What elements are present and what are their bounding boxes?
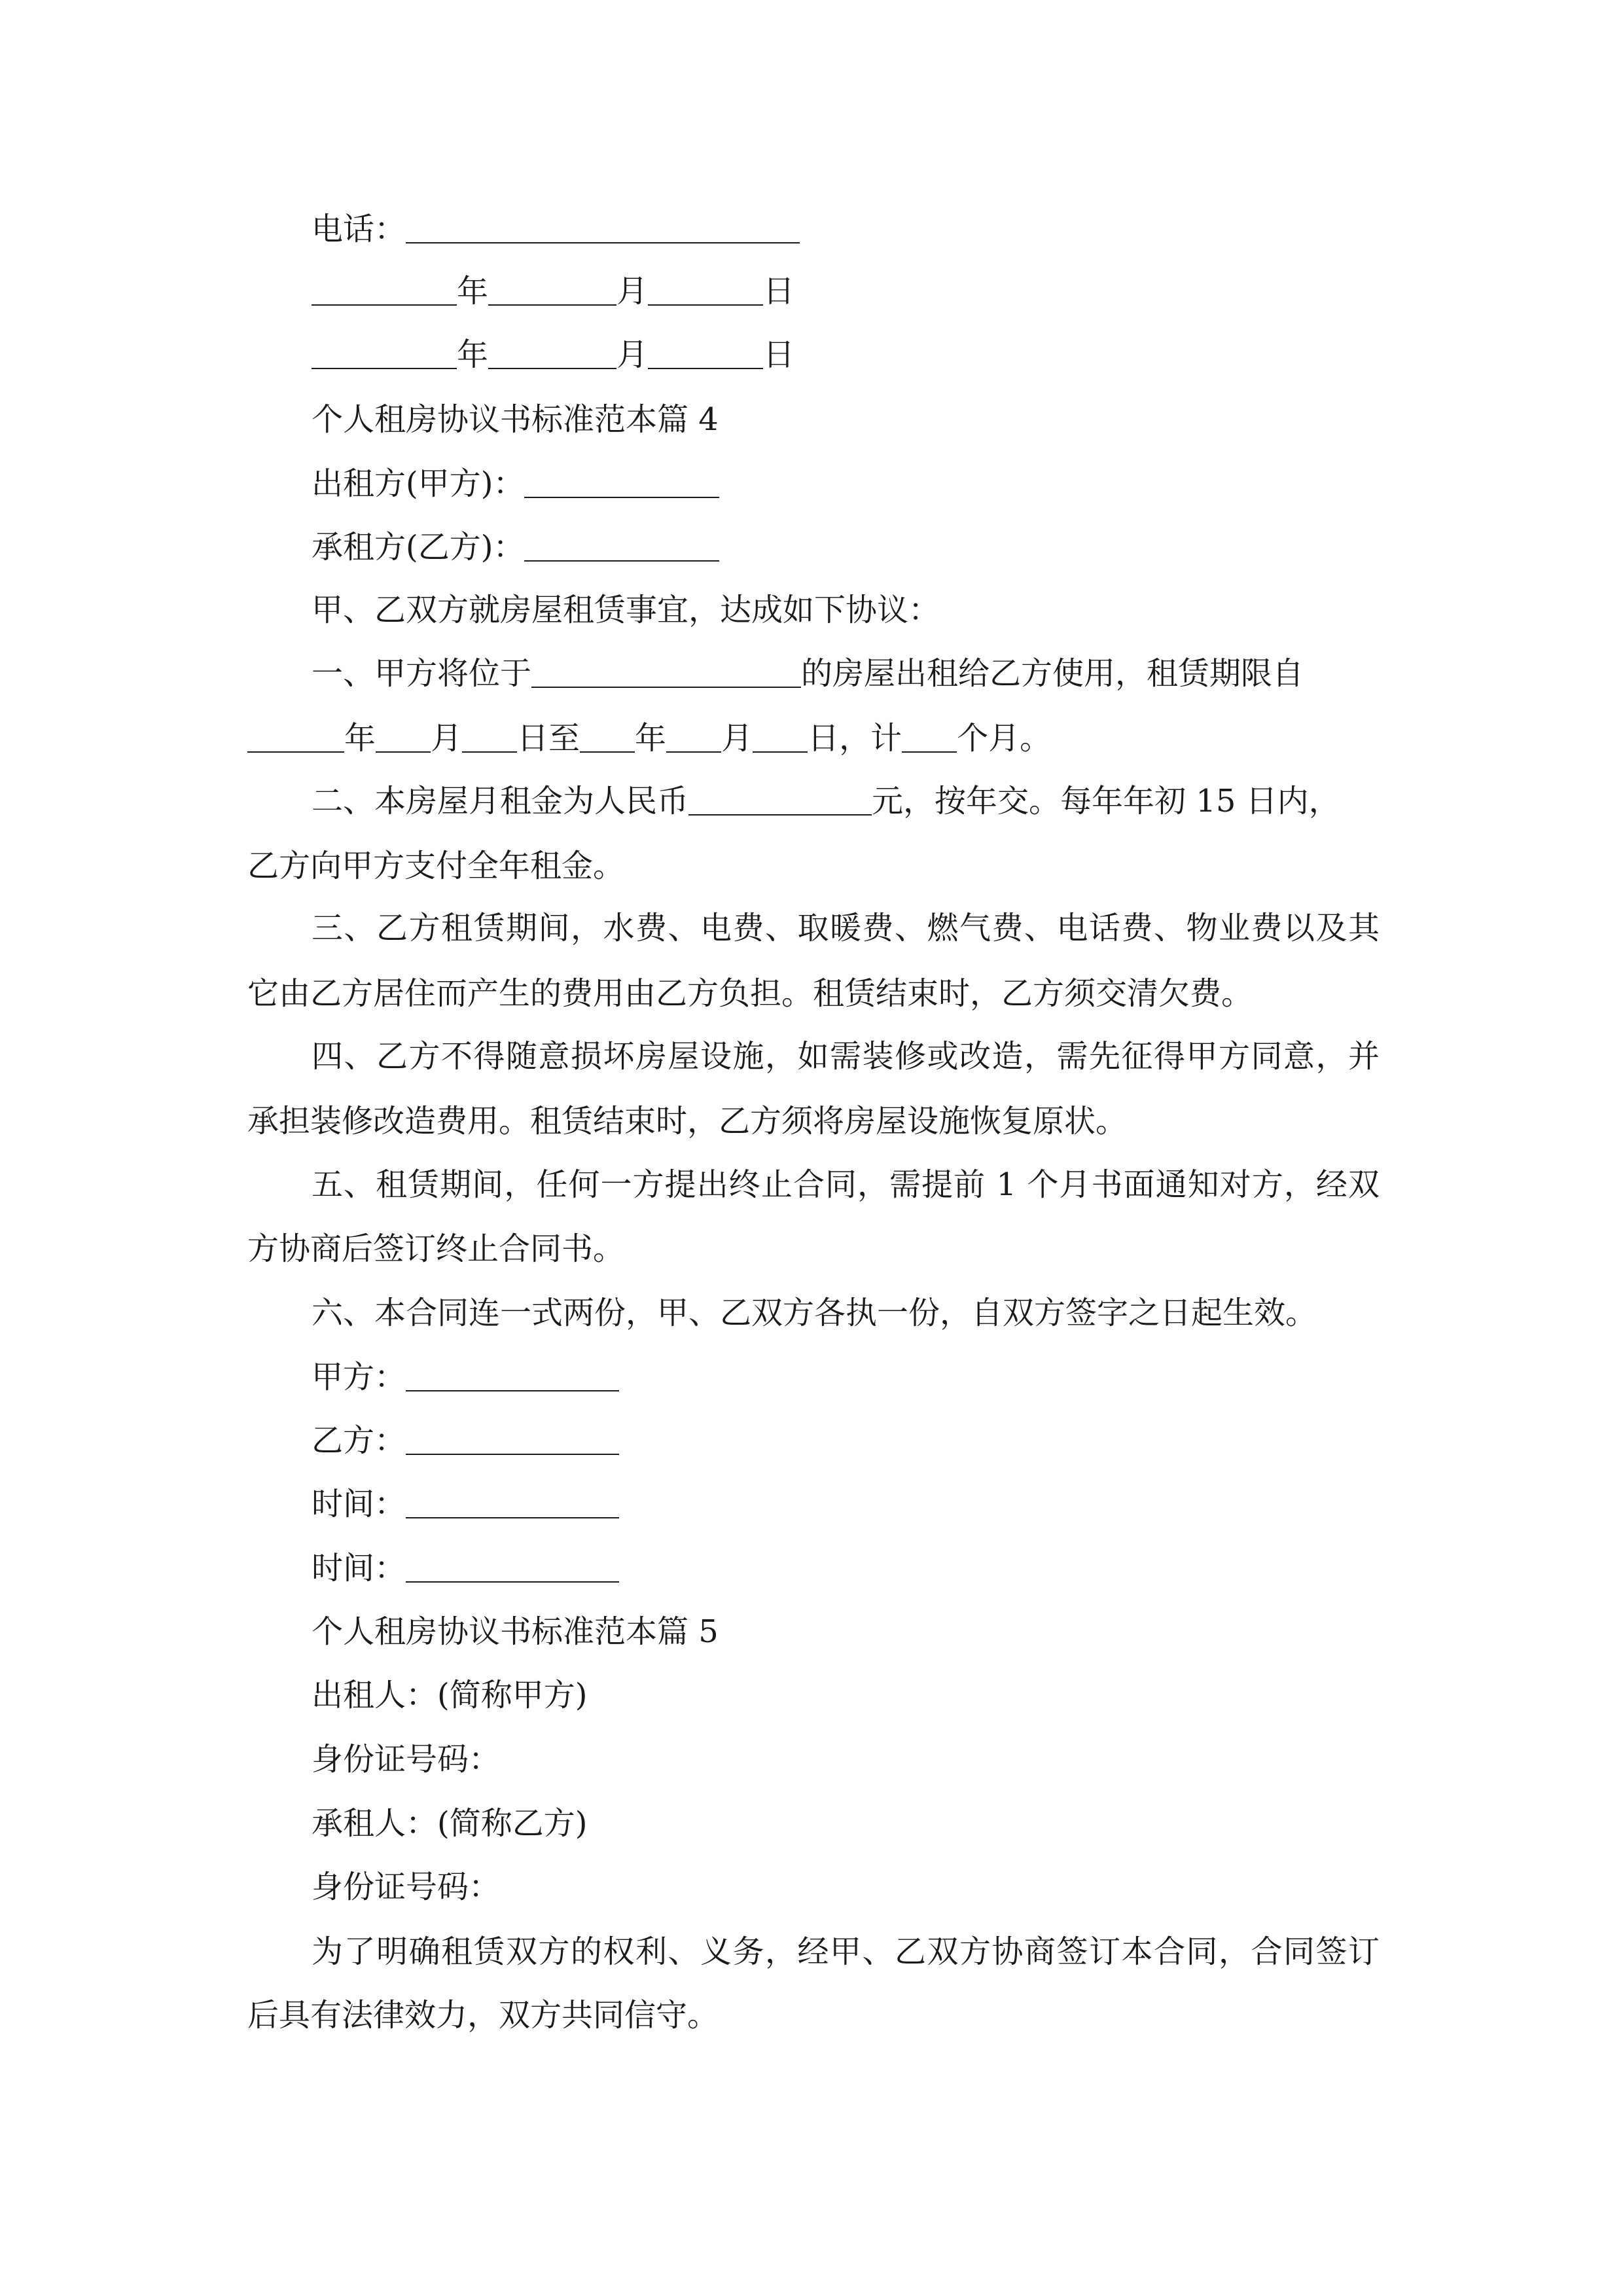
clause-4-line-2: 承担装修改造费用。租赁结束时，乙方须将房屋设施恢复原状。 <box>247 1103 1128 1139</box>
months-blank <box>902 723 957 753</box>
preamble-line-2: 后具有法律效力，双方共同信守。 <box>247 1997 719 2034</box>
section-4-heading: 个人租房协议书标准范本篇 4 <box>312 401 719 438</box>
start-year-blank <box>247 723 344 753</box>
clause-3-line-1: 三、乙方租赁期间，水费、电费、取暖费、燃气费、电话费、物业费以及其 <box>312 910 1380 946</box>
time-b-blank <box>406 1552 619 1583</box>
lessee-blank <box>524 531 719 562</box>
sign-party-a-line <box>312 1356 1444 1398</box>
date-line-2 <box>312 334 1444 376</box>
months-label: 个月。 <box>957 720 1052 757</box>
clause-5-line-1: 五、租赁期间，任何一方提出终止合同，需提前 1 个月书面通知对方，经双 <box>312 1166 1380 1203</box>
clause-6: 六、本合同连一式两份，甲、乙双方各执一份，自双方签字之日起生效。 <box>312 1295 1317 1331</box>
id-number-b: 身份证号码： <box>312 1869 501 1905</box>
day-blank <box>648 276 763 306</box>
clause-2-line-2: 乙方向甲方支付全年租金。 <box>247 848 625 884</box>
end-day-blank <box>753 723 808 753</box>
clause-1-text-b: 的房屋出租给乙方使用，租赁期限自 <box>801 655 1304 692</box>
lessor-blank <box>524 468 719 498</box>
end-year-label: 年 <box>635 720 667 757</box>
day-end-label: 日，计 <box>808 720 902 757</box>
sign-party-b-blank <box>406 1425 619 1455</box>
start-day-blank <box>462 723 517 753</box>
sign-party-a-blank <box>406 1361 619 1391</box>
section-5-heading: 个人租房协议书标准范本篇 5 <box>312 1613 719 1650</box>
year-blank <box>312 339 457 369</box>
clause-2-text-a: 二、本房屋月租金为人民币 <box>312 783 689 819</box>
start-month-label: 月 <box>431 720 463 757</box>
phone-line <box>312 208 1444 250</box>
year-blank <box>312 276 457 306</box>
lessee-line <box>312 526 1444 568</box>
time-b-line <box>312 1547 1444 1589</box>
month-label: 月 <box>616 336 649 373</box>
preamble-line-1: 为了明确租赁双方的权利、义务，经甲、乙双方协商签订本合同，合同签订 <box>312 1933 1380 1970</box>
start-year-label: 年 <box>344 720 376 757</box>
month-blank <box>488 339 616 369</box>
clause-1-text-a: 一、甲方将位于 <box>312 655 532 692</box>
time-b-label: 时间： <box>312 1550 406 1587</box>
day-label: 日 <box>763 336 795 373</box>
date-line-1 <box>312 270 1444 312</box>
start-month-blank <box>376 723 431 753</box>
time-a-line <box>312 1483 1444 1525</box>
lessor-5: 出租人：(简称甲方) <box>312 1677 588 1713</box>
month-label: 月 <box>616 273 649 310</box>
phone-blank <box>406 213 800 243</box>
clause-2-line-1 <box>312 780 1380 822</box>
end-year-blank <box>580 723 635 753</box>
phone-label: 电话： <box>312 211 406 247</box>
clause-1-line-1 <box>312 653 1380 694</box>
sign-party-b-line <box>312 1420 1444 1462</box>
time-a-blank <box>406 1488 619 1518</box>
clause-1-line-2 <box>247 717 1380 759</box>
clause-5-line-2: 方协商后签订终止合同书。 <box>247 1230 625 1267</box>
year-label: 年 <box>457 336 489 373</box>
sign-party-b-label: 乙方： <box>312 1422 406 1459</box>
month-blank <box>488 276 616 306</box>
lessee-5: 承租人：(简称乙方) <box>312 1805 588 1842</box>
day-blank <box>648 339 763 369</box>
year-label: 年 <box>457 273 489 310</box>
clause-4-line-1: 四、乙方不得随意损坏房屋设施，如需装修或改造，需先征得甲方同意，并 <box>312 1038 1380 1075</box>
id-number-a: 身份证号码： <box>312 1741 501 1778</box>
clause-2-text-b: 元，按年交。每年年初 15 日内， <box>872 783 1340 819</box>
rent-blank <box>688 785 872 816</box>
sign-party-a-label: 甲方： <box>312 1359 406 1395</box>
day-label: 日 <box>763 273 795 310</box>
lessor-label: 出租方(甲方)： <box>312 465 525 502</box>
intro-text: 甲、乙双方就房屋租赁事宜，达成如下协议： <box>312 592 940 628</box>
lessee-label: 承租方(乙方)： <box>312 529 525 565</box>
day-to-label: 日至 <box>517 720 580 757</box>
end-month-blank <box>666 723 721 753</box>
lessor-line <box>312 463 1444 505</box>
address-blank <box>531 658 801 688</box>
clause-3-line-2: 它由乙方居住而产生的费用由乙方负担。租赁结束时，乙方须交清欠费。 <box>247 975 1253 1012</box>
time-a-label: 时间： <box>312 1486 406 1522</box>
end-month-label: 月 <box>721 720 753 757</box>
